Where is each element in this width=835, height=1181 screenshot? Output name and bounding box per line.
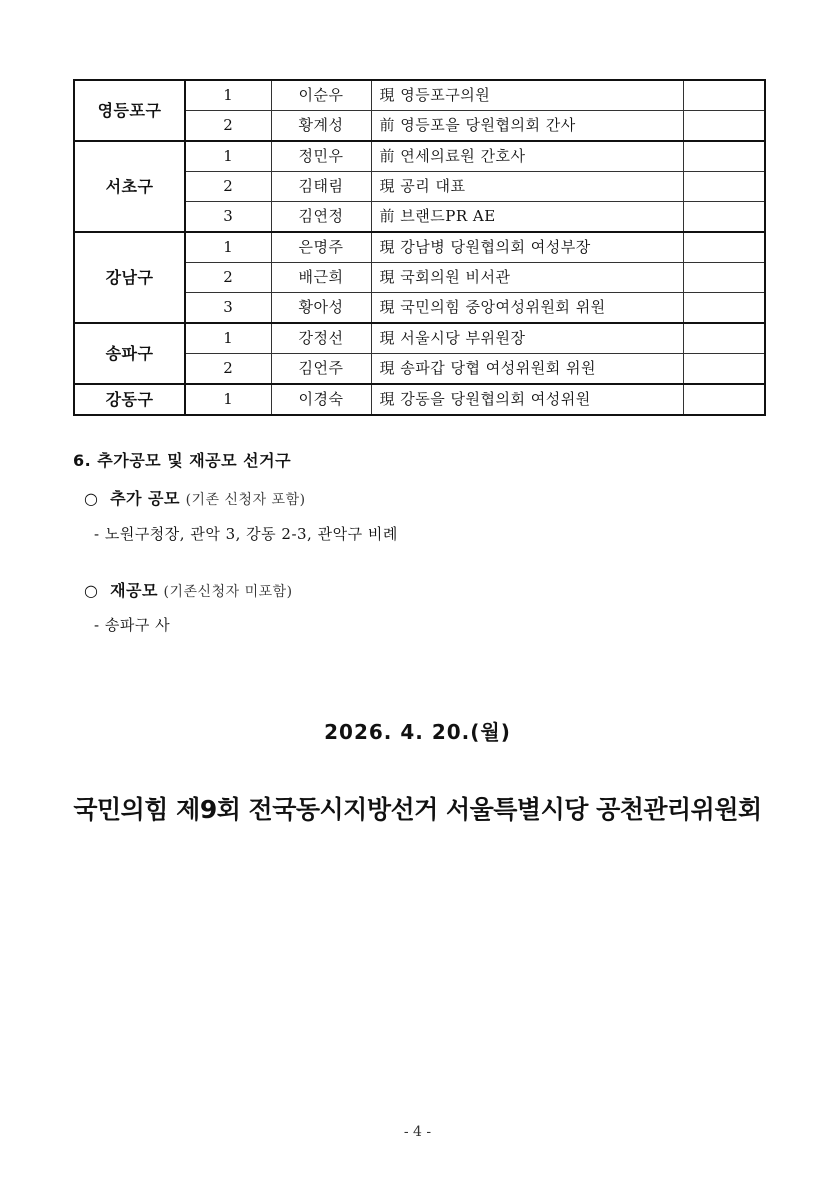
row-number: 1 — [185, 232, 271, 263]
table-row — [74, 384, 765, 415]
note-cell — [683, 141, 765, 172]
district-cell: 서초구 — [74, 141, 185, 232]
candidate-name: 배근희 — [271, 263, 371, 293]
candidate-name: 이경숙 — [271, 384, 371, 415]
row-number: 2 — [185, 263, 271, 293]
additional-recruitment-item — [84, 486, 306, 509]
note-cell — [683, 354, 765, 385]
bullet-circle: ○ — [84, 489, 99, 508]
section-number: 6. — [73, 451, 92, 470]
candidate-career: 現 영등포구의원 — [371, 80, 683, 111]
additional-recruitment-label: 추가 공모 — [110, 489, 180, 508]
candidate-name: 이순우 — [271, 80, 371, 111]
note-cell — [683, 323, 765, 354]
section-6-heading — [73, 448, 291, 471]
page-number: - 4 - — [403, 1124, 432, 1140]
row-number: 1 — [185, 141, 271, 172]
candidate-career: 現 국민의힘 중앙여성위원회 위원 — [371, 293, 683, 324]
candidate-career: 現 강동을 당원협의회 여성위원 — [371, 384, 683, 415]
candidate-career: 前 연세의료원 간호사 — [371, 141, 683, 172]
candidate-name: 황계성 — [271, 111, 371, 142]
candidate-career: 現 송파갑 당협 여성위원회 위원 — [371, 354, 683, 385]
note-cell — [683, 384, 765, 415]
document-date: 2026. 4. 20.(월) — [324, 720, 511, 744]
district-cell: 강남구 — [74, 232, 185, 323]
candidate-career: 現 공리 대표 — [371, 172, 683, 202]
district-cell: 송파구 — [74, 323, 185, 384]
row-number: 1 — [185, 384, 271, 415]
note-cell — [683, 232, 765, 263]
table-row — [74, 323, 765, 354]
table-row — [74, 232, 765, 263]
district-cell: 영등포구 — [74, 80, 185, 141]
section-title: 추가공모 및 재공모 선거구 — [97, 451, 292, 470]
reopen-recruitment-item — [84, 578, 293, 601]
note-cell — [683, 111, 765, 142]
candidate-table — [73, 79, 766, 416]
additional-recruitment-detail: - 노원구청장, 관악 3, 강동 2-3, 관악구 비례 — [94, 525, 398, 543]
candidate-career: 現 서울시당 부위원장 — [371, 323, 683, 354]
district-cell: 강동구 — [74, 384, 185, 415]
reopen-recruitment-detail: - 송파구 사 — [94, 616, 171, 634]
note-cell — [683, 202, 765, 233]
table-row — [74, 80, 765, 111]
note-cell — [683, 172, 765, 202]
candidate-career: 前 영등포을 당원협의회 간사 — [371, 111, 683, 142]
table-row — [74, 141, 765, 172]
issuing-organization: 국민의힘 제9회 전국동시지방선거 서울특별시당 공천관리위원회 — [73, 795, 762, 824]
row-number: 3 — [185, 293, 271, 324]
note-cell — [683, 80, 765, 111]
candidate-name: 김언주 — [271, 354, 371, 385]
candidate-name: 강정선 — [271, 323, 371, 354]
bullet-circle: ○ — [84, 581, 99, 600]
candidate-name: 김태림 — [271, 172, 371, 202]
note-cell — [683, 293, 765, 324]
row-number: 3 — [185, 202, 271, 233]
reopen-recruitment-note: (기존신청자 미포함) — [163, 584, 293, 600]
candidate-name: 황아성 — [271, 293, 371, 324]
row-number: 2 — [185, 354, 271, 385]
row-number: 2 — [185, 172, 271, 202]
note-cell — [683, 263, 765, 293]
reopen-recruitment-label: 재공모 — [110, 581, 158, 600]
row-number: 1 — [185, 80, 271, 111]
row-number: 2 — [185, 111, 271, 142]
row-number: 1 — [185, 323, 271, 354]
candidate-name: 정민우 — [271, 141, 371, 172]
candidate-career: 前 브랜드PR AE — [371, 202, 683, 233]
additional-recruitment-note: (기존 신청자 포함) — [185, 492, 306, 508]
candidate-career: 現 국회의원 비서관 — [371, 263, 683, 293]
candidate-name: 은명주 — [271, 232, 371, 263]
candidate-career: 現 강남병 당원협의회 여성부장 — [371, 232, 683, 263]
candidate-name: 김연정 — [271, 202, 371, 233]
